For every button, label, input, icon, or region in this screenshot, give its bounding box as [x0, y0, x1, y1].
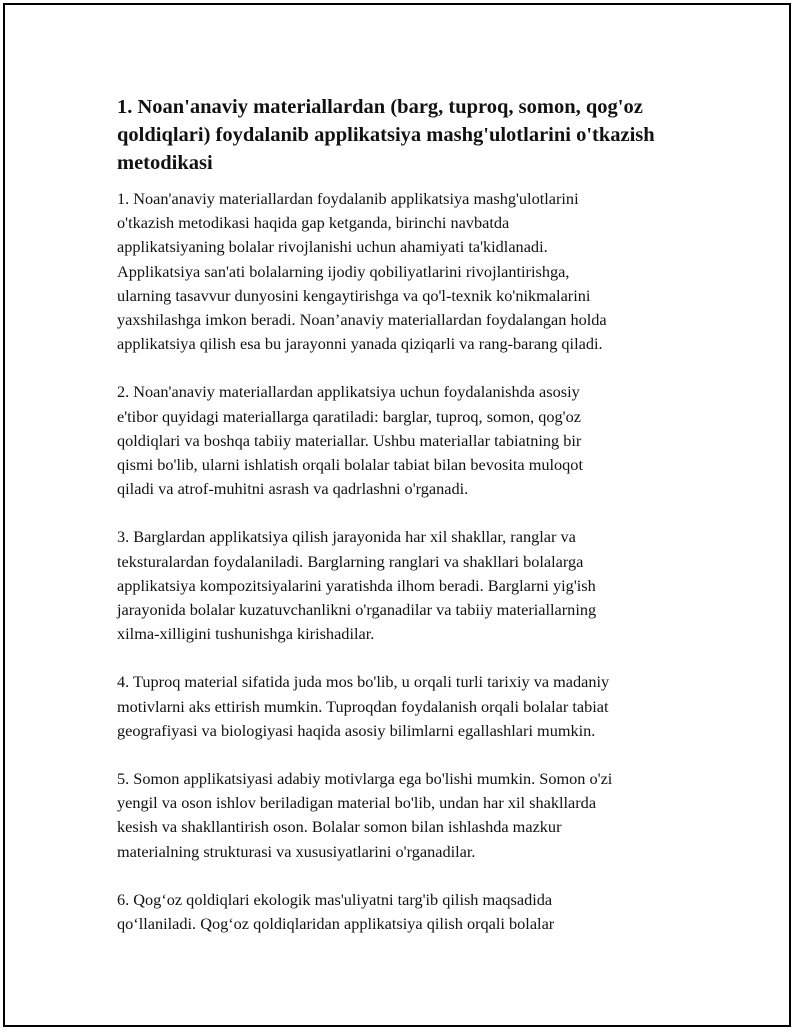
paragraph-2: 2. Noan'anaviy materiallardan applikatsiya uchun foydalanishda asosiy e'tibor quyidagi materiallarga qaratiladi: barglar, tuproq, somon, qog'oz qoldiqlari va boshqa tabiiy materiallar. Ushbu materiallar tabiatning bir qismi bo'lib, ularni ishlatish orqali bolalar tabiat bilan bevosita muloqot qiladi va atrof-muhitni asrash va qadrlashni o'rganadi. — [117, 382, 583, 499]
document-body — [117, 93, 707, 960]
paragraph-5: 5. Somon applikatsiyasi adabiy motivlarga ega bo'lishi mumkin. Somon o'zi yengil va oson ishlov beriladigan material bo'lib, undan har xil shakllarda kesish va shakllantirish oson. Bolalar somon bilan ishlashda mazkur materialning strukturasi va xususiyatlarini o'rganadilar. — [117, 769, 613, 861]
paragraph-6: 6. Qog‘oz qoldiqlari ekologik mas'uliyatni targ'ib qilish maqsadida qo‘llaniladi. Qog‘oz qoldiqlaridan applikatsiya qilish orqali bolalar — [117, 889, 555, 934]
paragraph-4: 4. Tuproq material sifatida juda mos bo'lib, u orqali turli tarixiy va madaniy motivlarni aks ettirish mumkin. Tuproqdan foydalanish orqali bolalar tabiat geografiyasi va biologiyasi haqida asosiy bilimlarni egallashlari mumkin. — [117, 672, 610, 740]
paragraph-3: 3. Barglardan applikatsiya qilish jarayonida har xil shakllar, ranglar va teksturalardan foydalaniladi. Barglarning ranglari va shakllari bolalarga applikatsiya kompozitsiyalarini yaratishda ilhom beradi. Barglarni yig'ish jarayonida bolalar kuzatuvchanlikni o'rganadilar va tabiiy materiallarning xilma-xilligini tushunishga kirishadilar. — [117, 527, 597, 644]
paragraph-1: 1. Noan'anaviy materiallardan foydalanib applikatsiya mashg'ulotlarini o'tkazish metodikasi haqida gap ketganda, birinchi navbatda applikatsiyaning bolalar rivojlanishi uchun ahamiyati ta'kidlanadi. Applikatsiya san'ati bolalarning ijodiy qobiliyatlarini rivojlantirishga, ularning tasavvur dunyosini kengaytirishga va qo'l-texnik ko'nikmalarini yaxshilashga imkon beradi. Noan’anaviy materiallardan foydalangan holda applikatsiya qilish esa bu jarayonni yanada qiziqarli va rang-barang qiladi. — [117, 189, 607, 354]
document-title: 1. Noan'anaviy materiallardan (barg, tuproq, somon, qog'oz qoldiqlari) foydalanib applikatsiya mashg'ulotlarini o'tkazish metodikasi — [117, 96, 655, 174]
